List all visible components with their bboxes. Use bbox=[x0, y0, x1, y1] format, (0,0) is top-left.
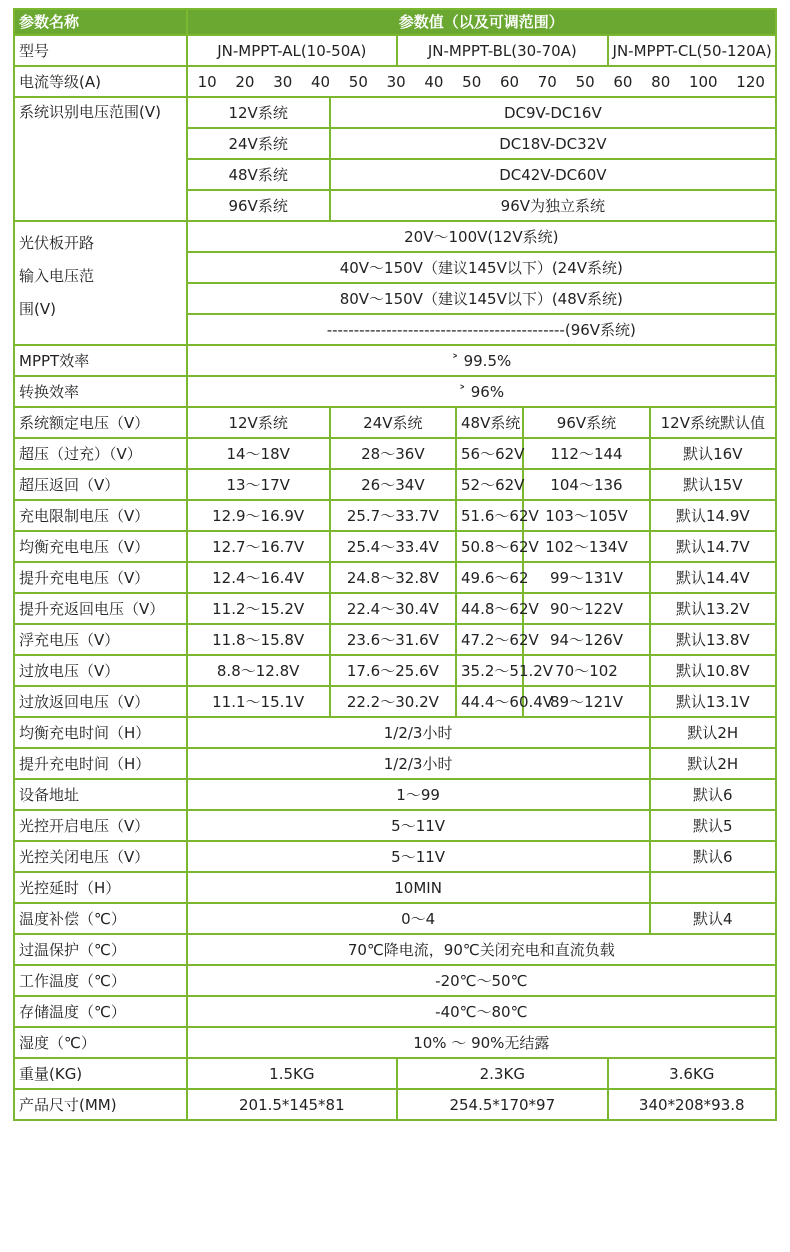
setting-default: 默认5 bbox=[650, 810, 776, 841]
value-96v: 99～131V bbox=[523, 562, 649, 593]
full-value: 10% ～ 90%无结露 bbox=[187, 1027, 776, 1058]
setting-value: 5～11V bbox=[187, 810, 650, 841]
header-param: 参数名称 bbox=[14, 9, 187, 35]
value-48v: 56～62V bbox=[456, 438, 523, 469]
row-label: 提升充电电压（V） bbox=[14, 562, 187, 593]
value-default: 默认13.1V bbox=[650, 686, 776, 717]
setting-value: 10MIN bbox=[187, 872, 650, 903]
value-96v: 103～105V bbox=[523, 500, 649, 531]
table-row bbox=[14, 841, 776, 872]
pv-label-line: 围(V) bbox=[19, 300, 56, 318]
value-96v: 104～136 bbox=[523, 469, 649, 500]
value-96v: 90～122V bbox=[523, 593, 649, 624]
current-value: 20 bbox=[235, 72, 255, 91]
row-label: 过放电压（V） bbox=[14, 655, 187, 686]
value-24v: 26～34V bbox=[330, 469, 456, 500]
value-24v: 17.6～25.6V bbox=[330, 655, 456, 686]
value-default: 默认14.9V bbox=[650, 500, 776, 531]
header-row bbox=[14, 9, 776, 35]
row-label: 浮充电压（V） bbox=[14, 624, 187, 655]
pv-range: 20V～100V(12V系统) bbox=[187, 221, 776, 252]
rated-96v: 96V系统 bbox=[523, 407, 649, 438]
pv-range: 80V～150V（建议145V以下）(48V系统) bbox=[187, 283, 776, 314]
value-48v: 52～62V bbox=[456, 469, 523, 500]
rated-label: 系统额定电压（V） bbox=[14, 407, 187, 438]
weight-label: 重量(KG) bbox=[14, 1058, 187, 1089]
value-default: 默认16V bbox=[650, 438, 776, 469]
value-12v: 12.4～16.4V bbox=[187, 562, 330, 593]
model-cl: JN-MPPT-CL(50-120A) bbox=[608, 35, 776, 66]
current-value: 60 bbox=[499, 72, 520, 91]
full-value: -40℃～80℃ bbox=[187, 996, 776, 1027]
current-value: 50 bbox=[462, 72, 482, 91]
value-24v: 25.4～33.4V bbox=[330, 531, 456, 562]
row-label: 提升充电时间（H） bbox=[14, 748, 187, 779]
table-row bbox=[14, 438, 776, 469]
table-row bbox=[14, 531, 776, 562]
current-value: 50 bbox=[575, 72, 595, 91]
value-96v: 112～144 bbox=[523, 438, 649, 469]
value-default: 默认15V bbox=[650, 469, 776, 500]
value-default: 默认13.2V bbox=[650, 593, 776, 624]
value-24v: 28～36V bbox=[330, 438, 456, 469]
size-al: 201.5*145*81 bbox=[187, 1089, 397, 1120]
setting-value: 1/2/3小时 bbox=[187, 717, 650, 748]
value-24v: 22.2～30.2V bbox=[330, 686, 456, 717]
value-24v: 23.6～31.6V bbox=[330, 624, 456, 655]
pv-label bbox=[14, 221, 187, 345]
current-value: 50 bbox=[348, 72, 368, 91]
value-default: 默认13.8V bbox=[650, 624, 776, 655]
row-model bbox=[14, 35, 776, 66]
value-default: 默认14.4V bbox=[650, 562, 776, 593]
model-label: 型号 bbox=[14, 35, 187, 66]
value-12v: 12.9～16.9V bbox=[187, 500, 330, 531]
row-conv-eff bbox=[14, 376, 776, 407]
value-48v: 47.2～62V bbox=[456, 624, 523, 655]
value-48v: 44.8～62V bbox=[456, 593, 523, 624]
current-values bbox=[187, 66, 776, 97]
sysid-label: 系统识别电压范围(V) bbox=[14, 97, 187, 221]
value-12v: 11.2～15.2V bbox=[187, 593, 330, 624]
value-48v: 51.6～62V bbox=[456, 500, 523, 531]
row-mppt-eff bbox=[14, 345, 776, 376]
value-default: 默认14.7V bbox=[650, 531, 776, 562]
sysid-range: DC9V-DC16V bbox=[330, 97, 776, 128]
mppt-eff-label: MPPT效率 bbox=[14, 345, 187, 376]
conv-eff-value: ˃ 96% bbox=[187, 376, 776, 407]
weight-al: 1.5KG bbox=[187, 1058, 397, 1089]
table-row bbox=[14, 810, 776, 841]
row-pv bbox=[14, 221, 776, 252]
sysid-sys: 12V系统 bbox=[187, 97, 330, 128]
spec-table bbox=[13, 8, 777, 1121]
table-row bbox=[14, 872, 776, 903]
size-cl: 340*208*93.8 bbox=[608, 1089, 776, 1120]
rated-48v: 48V系统 bbox=[456, 407, 523, 438]
value-12v: 12.7～16.7V bbox=[187, 531, 330, 562]
table-row bbox=[14, 996, 776, 1027]
value-12v: 14～18V bbox=[187, 438, 330, 469]
current-value: 30 bbox=[273, 72, 293, 91]
setting-default: 默认2H bbox=[650, 717, 776, 748]
pv-label-line: 输入电压范 bbox=[19, 267, 95, 285]
current-label: 电流等级(A) bbox=[14, 66, 187, 97]
value-48v: 49.6～62 bbox=[456, 562, 523, 593]
pv-range: --------------------------------------------(96V系统) bbox=[187, 314, 776, 345]
setting-default: 默认6 bbox=[650, 841, 776, 872]
value-48v: 44.4～60.4V bbox=[456, 686, 523, 717]
current-value: 40 bbox=[424, 72, 444, 91]
model-al: JN-MPPT-AL(10-50A) bbox=[187, 35, 397, 66]
row-label: 超压返回（V） bbox=[14, 469, 187, 500]
sysid-range: DC42V-DC60V bbox=[330, 159, 776, 190]
setting-value: 5～11V bbox=[187, 841, 650, 872]
weight-bl: 2.3KG bbox=[397, 1058, 607, 1089]
current-value: 40 bbox=[310, 72, 331, 91]
row-label: 光控开启电压（V） bbox=[14, 810, 187, 841]
sysid-range: DC18V-DC32V bbox=[330, 128, 776, 159]
table-row bbox=[14, 469, 776, 500]
table-row bbox=[14, 965, 776, 996]
setting-default bbox=[650, 872, 776, 903]
value-24v: 25.7～33.7V bbox=[330, 500, 456, 531]
table-row bbox=[14, 500, 776, 531]
row-label: 提升充返回电压（V） bbox=[14, 593, 187, 624]
value-96v: 102～134V bbox=[523, 531, 649, 562]
pv-label-line: 光伏板开路 bbox=[19, 234, 95, 252]
value-24v: 22.4～30.4V bbox=[330, 593, 456, 624]
rated-24v: 24V系统 bbox=[330, 407, 456, 438]
row-label: 设备地址 bbox=[14, 779, 187, 810]
setting-default: 默认6 bbox=[650, 779, 776, 810]
current-value: 30 bbox=[386, 72, 406, 91]
table-row bbox=[14, 717, 776, 748]
table-row bbox=[14, 779, 776, 810]
value-24v: 24.8～32.8V bbox=[330, 562, 456, 593]
header-value: 参数值（以及可调范围） bbox=[187, 9, 776, 35]
sysid-sys: 24V系统 bbox=[187, 128, 330, 159]
value-12v: 11.1～15.1V bbox=[187, 686, 330, 717]
table-row bbox=[14, 655, 776, 686]
row-sysid bbox=[14, 97, 776, 128]
table-row bbox=[14, 1027, 776, 1058]
row-label: 均衡充电电压（V） bbox=[14, 531, 187, 562]
row-label: 均衡充电时间（H） bbox=[14, 717, 187, 748]
row-weight bbox=[14, 1058, 776, 1089]
value-48v: 35.2～51.2V bbox=[456, 655, 523, 686]
value-96v: 70～102 bbox=[523, 655, 649, 686]
setting-value: 0～4 bbox=[187, 903, 650, 934]
table-row bbox=[14, 748, 776, 779]
sysid-sys: 96V系统 bbox=[187, 190, 330, 221]
row-current bbox=[14, 66, 776, 97]
row-label: 工作温度（℃） bbox=[14, 965, 187, 996]
value-48v: 50.8～62V bbox=[456, 531, 523, 562]
row-label: 过放返回电压（V） bbox=[14, 686, 187, 717]
row-label: 充电限制电压（V） bbox=[14, 500, 187, 531]
setting-value: 1～99 bbox=[187, 779, 650, 810]
model-bl: JN-MPPT-BL(30-70A) bbox=[397, 35, 607, 66]
mppt-eff-value: ˃ 99.5% bbox=[187, 345, 776, 376]
rated-12v: 12V系统 bbox=[187, 407, 330, 438]
table-row bbox=[14, 624, 776, 655]
value-12v: 13～17V bbox=[187, 469, 330, 500]
row-label: 温度补偿（℃） bbox=[14, 903, 187, 934]
value-96v: 94～126V bbox=[523, 624, 649, 655]
current-value: 70 bbox=[537, 72, 557, 91]
weight-cl: 3.6KG bbox=[608, 1058, 776, 1089]
row-label: 湿度（℃） bbox=[14, 1027, 187, 1058]
row-rated bbox=[14, 407, 776, 438]
current-value: 80 bbox=[651, 72, 671, 91]
row-label: 过温保护（℃） bbox=[14, 934, 187, 965]
current-value: 100 bbox=[688, 72, 718, 91]
size-label: 产品尺寸(MM) bbox=[14, 1089, 187, 1120]
setting-default: 默认2H bbox=[650, 748, 776, 779]
conv-eff-label: 转换效率 bbox=[14, 376, 187, 407]
value-default: 默认10.8V bbox=[650, 655, 776, 686]
full-value: -20℃～50℃ bbox=[187, 965, 776, 996]
setting-value: 1/2/3小时 bbox=[187, 748, 650, 779]
table-row bbox=[14, 593, 776, 624]
value-12v: 11.8～15.8V bbox=[187, 624, 330, 655]
sysid-sys: 48V系统 bbox=[187, 159, 330, 190]
row-label: 光控关闭电压（V） bbox=[14, 841, 187, 872]
current-value: 10 bbox=[197, 72, 217, 91]
row-size bbox=[14, 1089, 776, 1120]
row-label: 存储温度（℃） bbox=[14, 996, 187, 1027]
table-row bbox=[14, 686, 776, 717]
value-96v: 89～121V bbox=[523, 686, 649, 717]
current-value: 120 bbox=[736, 72, 765, 91]
row-label: 光控延时（H） bbox=[14, 872, 187, 903]
row-label: 超压（过充）（V） bbox=[14, 438, 187, 469]
table-row bbox=[14, 934, 776, 965]
value-12v: 8.8～12.8V bbox=[187, 655, 330, 686]
table-row bbox=[14, 903, 776, 934]
full-value: 70℃降电流，90℃关闭充电和直流负载 bbox=[187, 934, 776, 965]
rated-default: 12V系统默认值 bbox=[650, 407, 776, 438]
setting-default: 默认4 bbox=[650, 903, 776, 934]
pv-range: 40V～150V（建议145V以下）(24V系统) bbox=[187, 252, 776, 283]
table-row bbox=[14, 562, 776, 593]
sysid-range: 96V为独立系统 bbox=[330, 190, 776, 221]
size-bl: 254.5*170*97 bbox=[397, 1089, 607, 1120]
current-value: 60 bbox=[613, 72, 633, 91]
